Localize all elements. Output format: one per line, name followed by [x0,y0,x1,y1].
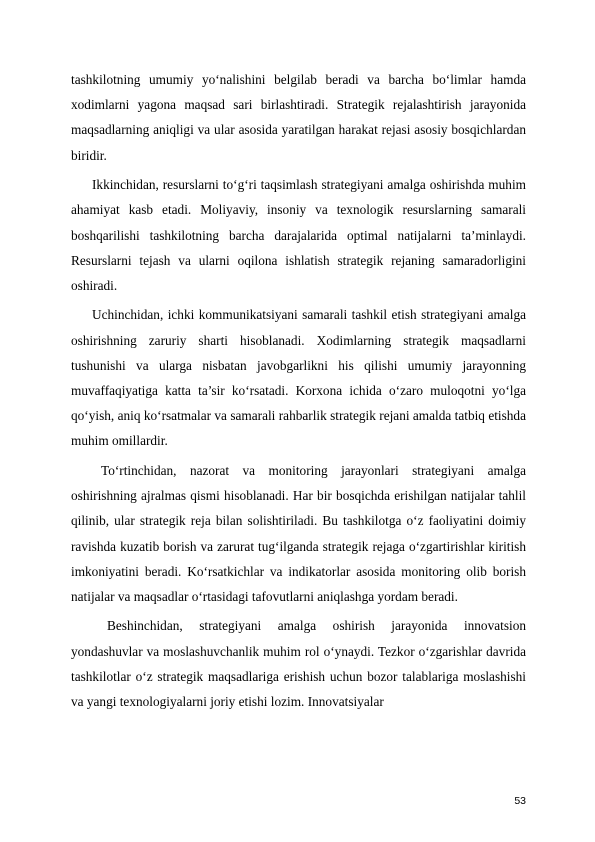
paragraph-third-point: Uchinchidan, ichki kommunikatsiyani samarali tashkil etish strategiyani amalga oshirishning zaruriy sharti hisoblanadi. Xodimlarning strategik maqsadlarni tushunishi va ularga nisbatan javobgarlikni his qilishi umumiy jarayonning muvaffaqiyatiga katta ta’sir ko‘rsatadi. Korxona ichida o‘zaro muloqotni yo‘lga qo‘yish, aniq ko‘rsatmalar va samarali rahbarlik strategik rejani amalda tatbiq etishda muhim omillardir. [71,307,526,449]
document-body [71,67,526,714]
paragraph-continuation: tashkilotning umumiy yo‘nalishini belgilab beradi va barcha bo‘limlar hamda xodimlarni yagona maqsad sari birlashtiradi. Strategik rejalashtirish jarayonida maqsadlarning aniqligi va ular asosida yaratilgan harakat rejasi asosiy bosqichlardan biridir. [71,72,526,163]
paragraph-second-point: Ikkinchidan, resurslarni to‘g‘ri taqsimlash strategiyani amalga oshirishda muhim ahamiyat kasb etadi. Moliyaviy, insoniy va texnologik resurslarning samarali boshqarilishi tashkilotning barcha darajalarida optimal natijalarni ta’minlaydi. Resurslarni tejash va ularni oqilona ishlatish strategik rejaning samaradorligini oshiradi. [71,177,526,293]
paragraph-fifth-point: Beshinchidan, strategiyani amalga oshirish jarayonida innovatsion yondashuvlar va moslashuvchanlik muhim rol o‘ynaydi. Tezkor o‘zgarishlar davrida tashkilotlar o‘z strategik maqsadlariga erishish uchun bozor talablariga moslashishi va yangi texnologiyalarni joriy etishi lozim. Innovatsiyalar [71,618,526,710]
paragraph-fourth-point: To‘rtinchidan, nazorat va monitoring jarayonlari strategiyani amalga oshirishning ajralmas qismi hisoblanadi. Har bir bosqichda erishilgan natijalar tahlil qilinib, ular strategik reja bilan solishtiriladi. Bu tashkilotga o‘z faoliyatini doimiy ravishda kuzatib borish va zarurat tug‘ilganda strategik rejaga o‘zgartirishlar kiritish imkoniyatini beradi. Ko‘rsatkichlar va indikatorlar asosida monitoring olib borish natijalar va maqsadlar o‘rtasidagi tafovutlarni aniqlashga yordam beradi. [71,462,526,604]
page-number: 53 [514,795,526,807]
